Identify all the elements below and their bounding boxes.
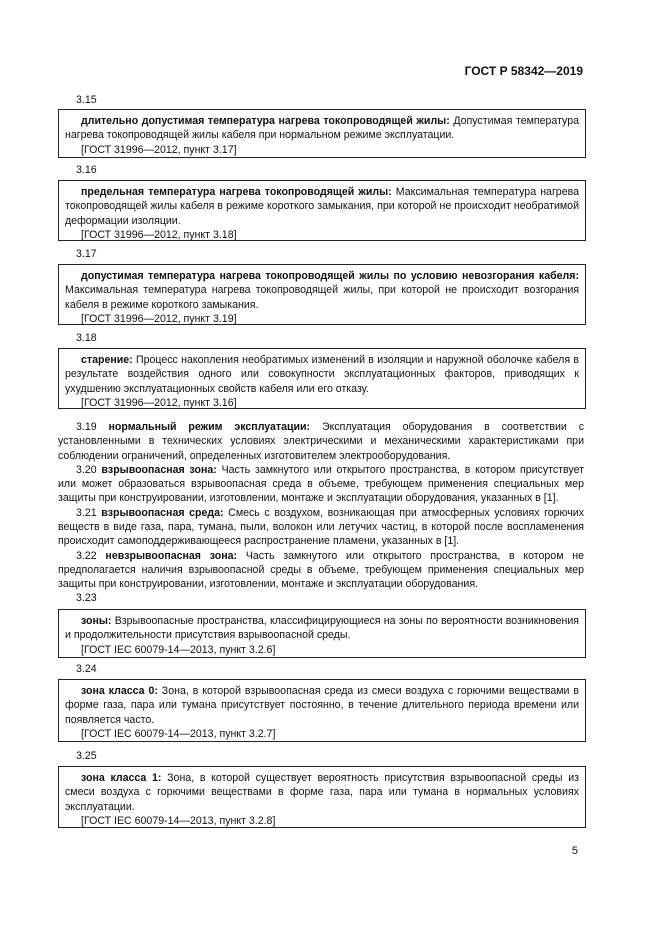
plain-term [58,506,584,549]
term-number: 3.15 [76,94,97,106]
term-text [65,684,579,727]
term-source: [ГОСТ 31996—2012, пункт 3.16] [81,396,237,409]
plain-term-name: взрывоопасная среда: [101,506,224,519]
term-name: старение: [81,354,133,366]
term-source: [ГОСТ IEC 60079-14—2013, пункт 3.2.6] [81,643,276,656]
term-name: предельная температура нагрева токопроводящей жилы: [81,186,392,198]
term-text [65,269,579,312]
plain-term [58,549,584,592]
term-name: зона класса 0: [81,685,158,697]
term-number: 3.24 [76,663,97,675]
plain-term-definition: Эксплуатация оборудования в соответствии с установленными в технических условиях электрическими и механическими характеристиками при соблюдении ограничений, определенных изготовителем электрооборудования. [58,421,584,462]
term-definition: Взрывоопасные пространства, классифицирующиеся на зоны по вероятности возникновения и продолжительности присутствия взрывоопасной среды. [65,615,579,642]
document-code: ГОСТ Р 58342—2019 [464,64,583,78]
term-name: зона класса 1: [81,772,162,784]
term-text [65,771,579,814]
plain-term-name: нормальный режим эксплуатации: [108,421,311,433]
plain-term-name: невзрывоопасная зона: [105,549,238,562]
term-source: [ГОСТ 31996—2012, пункт 3.17] [81,143,237,156]
term-definition: Зона, в которой существует вероятность присутствия взрывоопасной среды из смеси воздуха с горючими веществами в форме газа, пара или тумана в нормальных условиях эксплуатации. [65,772,579,813]
term-box [58,348,586,409]
plain-term-definition: Часть замкнутого или открытого пространства, в котором не предполагается наличия взрывоопасной среды в объеме, требующем применения специальных мер защиты при конструировании, изготовлении, монтаже и эксплуатации оборудования. [58,549,585,591]
term-box [58,109,586,158]
term-name: длительно допустимая температура нагрева токопроводящей жилы: [81,115,450,127]
term-box [58,679,586,742]
term-source: [ГОСТ 31996—2012, пункт 3.19] [81,312,237,325]
plain-term-definition: Смесь с воздухом, возникающая при атмосферных условиях горючих веществ в виде газа, пара, тумана, пыли, волокон или летучих частиц, в которой после воспламенения происходит самоподдерживающееся распространение пламени, указанных в [1]. [58,506,584,548]
term-definition: Процесс накопления необратимых изменений в изоляции и наружной оболочке кабеля в результате воздействия одного или совокупности эксплуатационных факторов, приводящих к ухудшению эксплуатационных свойств кабеля или его отказу. [65,354,579,395]
plain-term-number: 3.22 [76,549,97,562]
term-text [65,614,579,643]
plain-term-number: 3.19 [76,421,97,433]
term-definition: Максимальная температура нагрева токопроводящей жилы кабеля в режиме короткого замыкания, при которой не происходит необратимой деформации изоляции. [65,186,579,227]
term-definition: Допустимая температура нагрева токопроводящей жилы кабеля при нормальном режиме эксплуатации. [65,115,580,142]
term-definition: Зона, в которой взрывоопасная среда из смеси воздуха с горючими веществами в форме газа, пара или тумана присутствует постоянно, в течение длительного периода времени или появляется часто. [65,685,579,726]
term-box [58,264,586,325]
plain-term-definition: Часть замкнутого или открытого пространства, в котором присутствует или может образоваться взрывоопасная среда в объеме, требующем применения специальных мер защиты при конструировании, изготовлении, монтаже и эксплуатации оборудования, указанных в [1]. [58,463,585,505]
term-box [58,766,586,828]
plain-term-number: 3.21 [76,506,97,519]
plain-term-name: взрывоопасная зона: [101,463,217,476]
term-number: 3.25 [76,750,97,762]
term-name: зоны: [81,615,112,627]
term-definition: Максимальная температура нагрева токопроводящей жилы, при которой не происходит возгорания кабеля в режиме короткого замыкания. [65,284,579,311]
term-text [65,114,579,143]
page-number: 5 [571,845,578,857]
term-box [58,609,586,658]
term-name: допустимая температура нагрева токопроводящей жилы по условию невозгорания кабеля: [81,270,579,282]
term-text [65,185,579,228]
term-text [65,353,579,396]
term-number: 3.18 [76,332,97,344]
term-number: 3.16 [76,164,97,176]
term-number: 3.17 [76,248,97,260]
plain-term-number: 3.20 [76,463,97,476]
term-source: [ГОСТ IEC 60079-14—2013, пункт 3.2.7] [81,727,276,740]
plain-term [58,420,584,463]
plain-term [58,463,584,506]
plain-terms [58,420,584,592]
term-box [58,180,586,241]
term-source: [ГОСТ 31996—2012, пункт 3.18] [81,228,237,241]
term-source: [ГОСТ IEC 60079-14—2013, пункт 3.2.8] [81,814,276,827]
term-number: 3.23 [76,592,97,604]
